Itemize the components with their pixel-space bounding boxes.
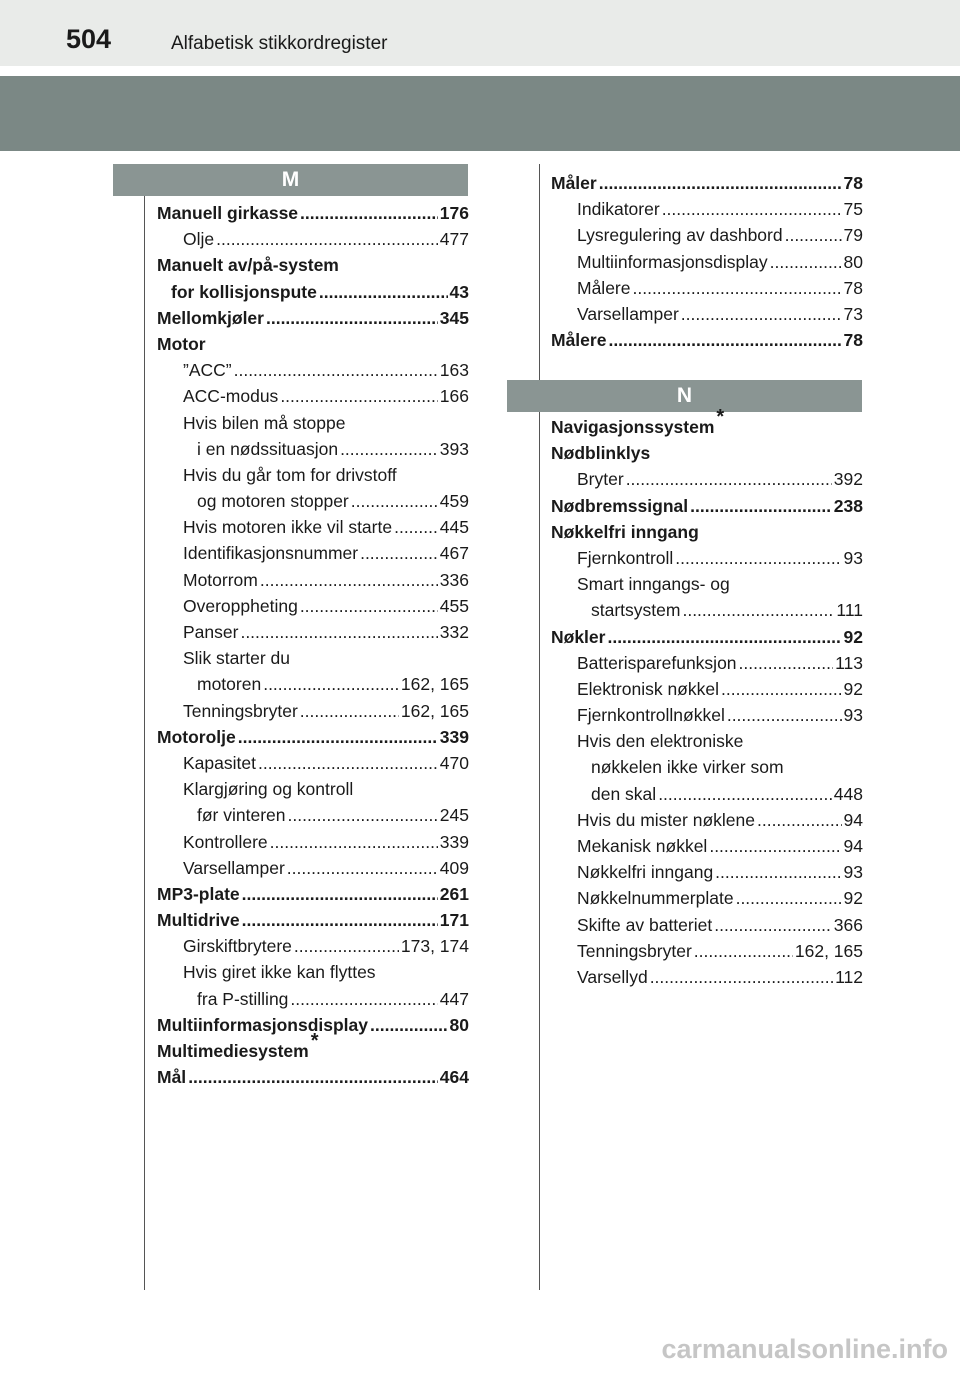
entry-label: Panser <box>183 622 239 642</box>
entry-label: Batterisparefunksjon <box>577 652 737 673</box>
dot-leader <box>681 301 842 327</box>
left-column-rule <box>144 194 145 1290</box>
entry-label: Manuell girkasse <box>157 203 299 223</box>
dot-leader <box>682 597 834 623</box>
entry-label: Nødblinklys <box>551 443 651 464</box>
entry-page-ref: 93 <box>843 705 863 726</box>
index-entry <box>551 964 863 990</box>
entry-label: Hvis den elektroniske <box>577 731 744 752</box>
dot-leader <box>300 593 438 619</box>
entry-page-ref: 366 <box>833 914 863 935</box>
dot-leader <box>714 912 832 938</box>
entry-label: Manuelt av/på-system <box>157 255 339 276</box>
index-entry <box>551 301 863 327</box>
entry-page-ref: 78 <box>843 330 863 351</box>
index-entry <box>551 807 863 833</box>
entry-label: Hvis bilen må stoppe <box>183 412 346 433</box>
entry-page-ref: 162, 165 <box>794 940 863 961</box>
dot-leader <box>736 885 842 911</box>
index-entry <box>157 986 469 1012</box>
index-entry <box>157 802 469 828</box>
index-entry <box>157 488 469 514</box>
entry-page-ref: 79 <box>843 225 863 246</box>
entry-label: Multiinformasjonsdisplay <box>577 251 768 272</box>
dot-leader <box>607 624 841 650</box>
entry-page-ref: 94 <box>843 809 863 830</box>
entry-label: Nøkkelfri inngang <box>577 862 714 883</box>
entry-page-ref: 332 <box>439 622 469 642</box>
index-entry <box>551 702 863 728</box>
entry-page-ref: 467 <box>439 543 469 564</box>
entry-page-ref: 92 <box>843 626 863 647</box>
index-entry <box>551 624 863 650</box>
index-entry <box>157 540 469 566</box>
entry-label: MP3-plate <box>157 883 240 904</box>
entry-label: Hvis giret ikke kan flyttes <box>183 962 376 983</box>
entry-page-ref: 477 <box>439 229 469 250</box>
index-entry <box>157 200 469 226</box>
entry-label: nøkkelen ikke virker som <box>591 757 784 778</box>
entry-label: Varsellamper <box>183 857 285 878</box>
dot-leader <box>694 938 793 964</box>
entry-label: Multiinformasjonsdisplay <box>157 1014 368 1035</box>
entry-page-ref: 75 <box>843 199 863 220</box>
dot-leader <box>238 724 438 750</box>
dot-leader <box>757 807 842 833</box>
entry-label: for kollisjonspute <box>171 281 317 302</box>
entry-page-ref: 92 <box>843 888 863 909</box>
watermark: carmanualsonline.info <box>661 1334 948 1364</box>
entry-page-ref: 112 <box>835 966 863 987</box>
entry-label: Olje <box>183 229 215 250</box>
index-entry <box>551 196 863 222</box>
dot-leader <box>770 249 842 275</box>
entry-label: før vinteren <box>197 805 286 826</box>
dot-leader <box>721 676 842 702</box>
entry-label: Varsellyd <box>577 966 648 987</box>
entry-label: Overoppheting <box>183 595 298 616</box>
dot-leader <box>709 833 841 859</box>
index-entry <box>157 698 469 724</box>
index-entry <box>551 519 863 545</box>
entry-label: Målere <box>577 277 631 298</box>
entry-page-ref: 238 <box>833 495 863 516</box>
entry-label: Tenningsbryter <box>577 940 692 961</box>
index-entry <box>157 829 469 855</box>
entry-label: motoren <box>197 674 262 695</box>
index-entry <box>551 676 863 702</box>
index-entry <box>551 781 863 807</box>
dot-leader <box>258 750 438 776</box>
index-entry <box>157 252 469 278</box>
index-entry <box>551 466 863 492</box>
entry-label: Identifikasjonsnummer <box>183 543 359 564</box>
entry-page-ref: 93 <box>843 862 863 883</box>
entry-label: Mål <box>157 1067 187 1088</box>
entry-label: Bryter <box>577 469 624 490</box>
entry-label: Navigasjonssystem <box>551 417 715 437</box>
index-entry <box>157 383 469 409</box>
index-entry <box>157 671 469 697</box>
entry-page-ref: 339 <box>439 726 469 747</box>
entry-label: Motorolje <box>157 726 236 747</box>
index-entry <box>551 545 863 571</box>
entry-page-ref: 80 <box>843 251 863 272</box>
entry-label: Motor <box>157 333 206 354</box>
entry-page-ref: 339 <box>439 831 469 852</box>
entry-page-ref: 345 <box>439 307 469 328</box>
index-entry <box>551 249 863 275</box>
dot-leader <box>319 279 448 305</box>
header-band <box>0 76 960 151</box>
entry-page-ref: 448 <box>833 783 863 804</box>
index-entry <box>551 597 863 623</box>
entry-label: Fjernkontrollnøkkel <box>577 705 725 726</box>
index-entry <box>157 305 469 331</box>
dot-leader <box>288 802 438 828</box>
section-header-n: N <box>507 380 862 412</box>
entry-page-ref: 445 <box>439 517 469 538</box>
dot-leader <box>633 275 842 301</box>
entry-page-ref: 94 <box>843 836 863 856</box>
index-entry <box>551 650 863 676</box>
index-entry <box>551 440 863 466</box>
entry-page-ref: 78 <box>843 277 863 298</box>
entry-page-ref: 176 <box>439 203 469 223</box>
index-entry <box>551 275 863 301</box>
index-entry <box>157 462 469 488</box>
entry-label: Hvis du mister nøklene <box>577 809 755 830</box>
dot-leader <box>234 357 438 383</box>
entry-page-ref: 93 <box>843 547 863 568</box>
entry-label: Motorrom <box>183 569 258 590</box>
dot-leader <box>216 226 438 252</box>
index-entry <box>551 833 863 859</box>
dot-leader <box>300 200 438 226</box>
index-entry <box>157 776 469 802</box>
entry-label: Nødbremssignal <box>551 495 689 516</box>
index-entry <box>551 728 863 754</box>
index-entry <box>157 1030 469 1064</box>
entry-label: den skal <box>591 783 657 804</box>
index-entry <box>551 222 863 248</box>
dot-leader <box>394 514 438 540</box>
entry-label: Mellomkjøler <box>157 307 264 328</box>
entry-page-ref: 162, 165 <box>400 674 469 695</box>
index-entry <box>157 907 469 933</box>
entry-label: Nøkler <box>551 626 606 647</box>
entry-label: startsystem <box>591 600 681 621</box>
entry-page-ref: 464 <box>439 1067 469 1088</box>
dot-leader <box>690 493 832 519</box>
entry-label: Måler <box>551 173 597 193</box>
entry-label: og motoren stopper <box>197 491 349 512</box>
dot-leader <box>266 305 438 331</box>
right-column-rule <box>539 164 540 1290</box>
entry-label: Skifte av batteriet <box>577 914 713 935</box>
entry-label: Klargjøring og kontroll <box>183 779 354 800</box>
footnote-star-icon: * <box>310 1030 319 1052</box>
dot-leader <box>370 1012 448 1038</box>
index-entry <box>157 357 469 383</box>
entry-page-ref: 78 <box>843 173 863 193</box>
entry-page-ref: 162, 165 <box>400 700 469 721</box>
dot-leader <box>662 196 842 222</box>
entry-page-ref: 73 <box>843 303 863 324</box>
index-entry <box>157 567 469 593</box>
entry-page-ref: 393 <box>439 438 469 459</box>
index-entry <box>157 226 469 252</box>
index-entry <box>551 859 863 885</box>
dot-leader <box>626 466 832 492</box>
index-entry <box>157 855 469 881</box>
index-entry <box>551 406 863 440</box>
entry-label: Hvis motoren ikke vil starte <box>183 517 393 538</box>
index-column-right-top <box>551 170 863 353</box>
index-entry <box>551 170 863 196</box>
entry-label: Nøkkelfri inngang <box>551 521 699 542</box>
entry-label: Hvis du går tom for drivstoff <box>183 464 397 485</box>
dot-leader <box>715 859 841 885</box>
entry-page-ref: 92 <box>843 678 863 699</box>
entry-page-ref: 113 <box>835 652 863 673</box>
entry-label: Mekanisk nøkkel <box>577 836 708 856</box>
dot-leader <box>658 781 832 807</box>
entry-label: Girskiftbrytere <box>183 936 292 957</box>
entry-page-ref: 171 <box>439 910 469 931</box>
dot-leader <box>240 619 437 645</box>
entry-page-ref: 261 <box>439 883 469 904</box>
dot-leader <box>300 698 399 724</box>
index-entry <box>551 493 863 519</box>
entry-page-ref: 459 <box>439 491 469 512</box>
dot-leader <box>608 327 841 353</box>
entry-page-ref: 173, 174 <box>400 936 469 957</box>
dot-leader <box>650 964 833 990</box>
entry-page-ref: 447 <box>439 988 469 1009</box>
entry-page-ref: 163 <box>439 360 469 381</box>
entry-label: Lysregulering av dashbord <box>577 225 783 246</box>
index-entry <box>157 724 469 750</box>
dot-leader <box>270 829 438 855</box>
entry-label: Indikatorer <box>577 199 660 220</box>
entry-label: Elektronisk nøkkel <box>577 678 719 699</box>
entry-label: Multidrive <box>157 910 240 931</box>
dot-leader <box>242 907 438 933</box>
index-entry <box>551 938 863 964</box>
index-entry <box>157 514 469 540</box>
entry-label: Varsellamper <box>577 303 679 324</box>
dot-leader <box>260 567 438 593</box>
entry-page-ref: 80 <box>449 1014 469 1035</box>
dot-leader <box>599 170 842 196</box>
entry-label: Tenningsbryter <box>183 700 298 721</box>
entry-label: Slik starter du <box>183 648 290 669</box>
entry-page-ref: 470 <box>439 752 469 773</box>
index-entry <box>157 959 469 985</box>
index-entry <box>551 912 863 938</box>
page-title: Alfabetisk stikkordregister <box>171 33 388 54</box>
index-entry <box>157 933 469 959</box>
dot-leader <box>785 222 842 248</box>
entry-label: fra P-stilling <box>197 988 289 1009</box>
index-entry <box>157 410 469 436</box>
page-number: 504 <box>66 24 112 54</box>
index-column-left <box>157 200 469 1090</box>
index-column-right-n <box>551 406 863 990</box>
dot-leader <box>739 650 834 676</box>
entry-label: Nøkkelnummerplate <box>577 888 734 909</box>
dot-leader <box>280 383 437 409</box>
entry-label: ACC-modus <box>183 386 279 407</box>
entry-page-ref: 43 <box>449 281 469 302</box>
entry-page-ref: 409 <box>439 857 469 878</box>
index-entry <box>551 571 863 597</box>
entry-page-ref: 336 <box>439 569 469 590</box>
page-header <box>0 0 960 66</box>
index-entry <box>551 327 863 353</box>
index-entry <box>157 881 469 907</box>
dot-leader <box>294 933 399 959</box>
dot-leader <box>290 986 437 1012</box>
footnote-star-icon: * <box>716 406 725 428</box>
dot-leader <box>263 671 399 697</box>
index-entry <box>157 279 469 305</box>
entry-label: Multimediesystem <box>157 1041 309 1061</box>
entry-page-ref: 111 <box>836 600 863 621</box>
dot-leader <box>287 855 438 881</box>
index-entry <box>157 619 469 645</box>
index-entry <box>551 754 863 780</box>
entry-page-ref: 166 <box>439 386 469 407</box>
entry-label: Fjernkontroll <box>577 547 674 568</box>
index-entry <box>157 1064 469 1090</box>
index-entry <box>157 331 469 357</box>
entry-page-ref: 455 <box>439 595 469 616</box>
index-entry <box>551 885 863 911</box>
dot-leader <box>340 436 438 462</box>
entry-label: ”ACC” <box>183 360 232 381</box>
entry-label: Kontrollere <box>183 831 268 852</box>
dot-leader <box>188 1064 438 1090</box>
dot-leader <box>242 881 438 907</box>
index-entry <box>157 436 469 462</box>
entry-label: Smart inngangs- og <box>577 574 730 595</box>
dot-leader <box>351 488 438 514</box>
dot-leader <box>360 540 438 566</box>
entry-label: Målere <box>551 330 607 351</box>
entry-page-ref: 245 <box>439 805 469 826</box>
dot-leader <box>675 545 841 571</box>
index-entry <box>157 645 469 671</box>
entry-label: Kapasitet <box>183 752 256 773</box>
index-entry <box>157 750 469 776</box>
entry-page-ref: 392 <box>833 469 863 490</box>
entry-label: i en nødssituasjon <box>197 438 339 459</box>
index-entry <box>157 593 469 619</box>
section-header-m: M <box>113 164 468 196</box>
dot-leader <box>727 702 842 728</box>
